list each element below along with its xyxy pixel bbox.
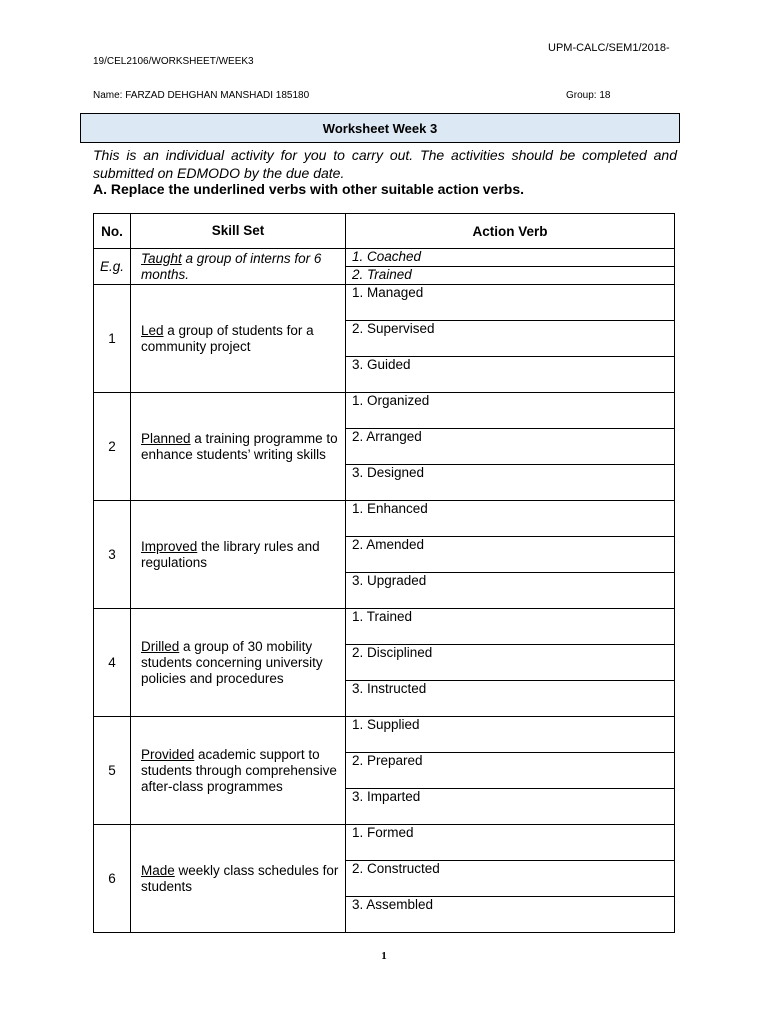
action-verb-answer: 2. Disciplined: [346, 645, 675, 681]
action-verb-answer: 3. Imparted: [346, 789, 675, 825]
table-row: [94, 501, 675, 537]
action-verb-answer: 1. Managed: [346, 285, 675, 321]
skill-text: weekly class schedules for students: [141, 862, 339, 894]
skill-text: a training programme to enhance students’ writing skills: [141, 430, 338, 462]
example-answer-1: 1. Coached: [346, 249, 675, 267]
row-number: 5: [94, 717, 131, 825]
action-verb-answer: 3. Assembled: [346, 897, 675, 933]
example-skill-text: a group of interns for 6 months.: [141, 250, 322, 282]
skill-set-cell: [131, 825, 346, 933]
action-verb-answer: 1. Organized: [346, 393, 675, 429]
skill-set-cell: [131, 717, 346, 825]
intro-paragraph: This is an individual activity for you to carry out. The activities should be completed and submitted on EDMODO by the due date.: [93, 147, 677, 181]
example-row: [94, 249, 675, 267]
table-row: [94, 717, 675, 753]
table-row: [94, 609, 675, 645]
row-number: 1: [94, 285, 131, 393]
table-row: [94, 393, 675, 429]
header-skill-set: Skill Set: [131, 214, 346, 249]
underlined-verb: Improved: [141, 538, 198, 554]
action-verb-answer: 2. Supervised: [346, 321, 675, 357]
table-header-row: [94, 214, 675, 249]
action-verb-answer: 3. Guided: [346, 357, 675, 393]
underlined-verb: Drilled: [141, 638, 180, 654]
document-ref-right: UPM-CALC/SEM1/2018-: [548, 42, 670, 54]
action-verb-answer: 3. Upgraded: [346, 573, 675, 609]
document-ref-left: 19/CEL2106/WORKSHEET/WEEK3: [93, 56, 254, 67]
table-row: [94, 825, 675, 861]
action-verb-answer: 1. Supplied: [346, 717, 675, 753]
worksheet-title-text: Worksheet Week 3: [322, 120, 438, 136]
example-no: E.g.: [94, 249, 131, 285]
action-verb-answer: 2. Prepared: [346, 753, 675, 789]
example-answer-2: 2. Trained: [346, 267, 675, 285]
action-verb-answer: 3. Instructed: [346, 681, 675, 717]
skill-set-cell: [131, 285, 346, 393]
row-number: 3: [94, 501, 131, 609]
worksheet-title: [80, 113, 680, 143]
skill-set-cell: [131, 393, 346, 501]
underlined-verb: Led: [141, 322, 164, 338]
skill-text: the library rules and regulations: [141, 538, 320, 570]
action-verb-answer: 1. Formed: [346, 825, 675, 861]
action-verb-answer: 3. Designed: [346, 465, 675, 501]
skill-set-cell: [131, 501, 346, 609]
header-no: No.: [94, 214, 131, 249]
header-action-verb: Action Verb: [346, 214, 675, 249]
instruction-heading: A. Replace the underlined verbs with other suitable action verbs.: [93, 181, 524, 197]
table-row: [94, 285, 675, 321]
skill-text: a group of 30 mobility students concerning university policies and procedures: [141, 638, 323, 686]
example-skill: [131, 249, 346, 285]
action-verb-answer: 2. Constructed: [346, 861, 675, 897]
action-verb-answer: 1. Enhanced: [346, 501, 675, 537]
skill-text: academic support to students through comprehensive after-class programmes: [141, 746, 337, 794]
row-number: 4: [94, 609, 131, 717]
underlined-verb: Provided: [141, 746, 195, 762]
underlined-verb: Made: [141, 862, 175, 878]
row-number: 6: [94, 825, 131, 933]
example-underlined-verb: Taught: [141, 250, 182, 266]
action-verb-answer: 1. Trained: [346, 609, 675, 645]
student-name: Name: FARZAD DEHGHAN MANSHADI 185180: [93, 90, 310, 101]
worksheet-table: [93, 213, 675, 933]
underlined-verb: Planned: [141, 430, 191, 446]
skill-set-cell: [131, 609, 346, 717]
action-verb-answer: 2. Amended: [346, 537, 675, 573]
action-verb-answer: 2. Arranged: [346, 429, 675, 465]
page-number: 1: [381, 950, 387, 962]
skill-text: a group of students for a community project: [141, 322, 314, 354]
row-number: 2: [94, 393, 131, 501]
student-group: Group: 18: [566, 90, 611, 101]
